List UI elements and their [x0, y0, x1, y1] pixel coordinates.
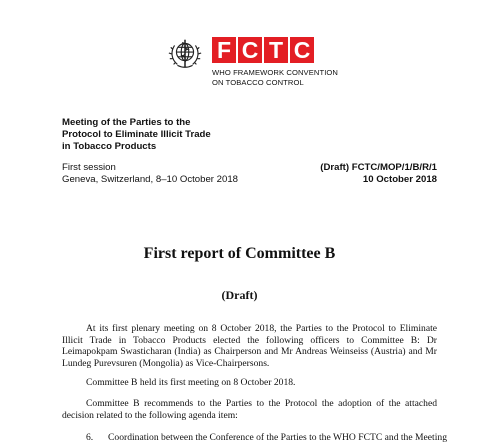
- fctc-letter: F: [212, 37, 236, 63]
- meeting-title-line3: in Tobacco Products: [62, 141, 157, 152]
- meeting-title: [62, 117, 282, 153]
- agenda-item-text: Coordination between the Conference of the Parties to the WHO FCTC and the Meeting: [108, 432, 447, 443]
- fctc-wordmark: [212, 37, 314, 63]
- document-symbol: (Draft) FCTC/MOP/1/B/R/1: [320, 162, 437, 173]
- who-emblem-icon: [166, 34, 204, 72]
- agenda-item: [86, 432, 446, 444]
- fctc-letter: C: [290, 37, 314, 63]
- fctc-subtitle-line1: WHO FRAMEWORK CONVENTION: [212, 68, 339, 77]
- document-reference: [320, 162, 437, 186]
- session-name: First session: [62, 162, 116, 173]
- agenda-item-number: 6.: [86, 432, 94, 443]
- document-date: 10 October 2018: [362, 174, 437, 185]
- session-place-date: Geneva, Switzerland, 8–10 October 2018: [62, 174, 238, 185]
- fctc-letter: T: [264, 37, 288, 63]
- paragraph-recommendation: Committee B recommends to the Parties to the Protocol the adoption of the attached decision related to the following agenda item:: [62, 398, 437, 421]
- fctc-subtitle: [212, 68, 339, 88]
- meeting-title-line1: Meeting of the Parties to the: [62, 117, 191, 128]
- paragraph-officers: At its first plenary meeting on 8 October 2018, the Parties to the Protocol to Eliminate Illicit Trade in Tobacco Products elected the following officers to Committee B: Dr Leimapokpam Swasticharan (India) as Chairperson and Mr Andreas Weinseiss (Austria) and Mr Lundeg Purevsuren (Mongolia) as Vice-Chairpersons.: [62, 323, 437, 369]
- fctc-logo: [166, 34, 339, 92]
- fctc-subtitle-line2: ON TOBACCO CONTROL: [212, 78, 304, 87]
- meeting-title-line2: Protocol to Eliminate Illicit Trade: [62, 129, 211, 140]
- session-info: [62, 162, 238, 186]
- report-title: First report of Committee B: [143, 245, 336, 262]
- draft-label: (Draft): [221, 288, 258, 302]
- paragraph-first-meeting: Committee B held its first meeting on 8 October 2018.: [86, 377, 296, 388]
- fctc-letter: C: [238, 37, 262, 63]
